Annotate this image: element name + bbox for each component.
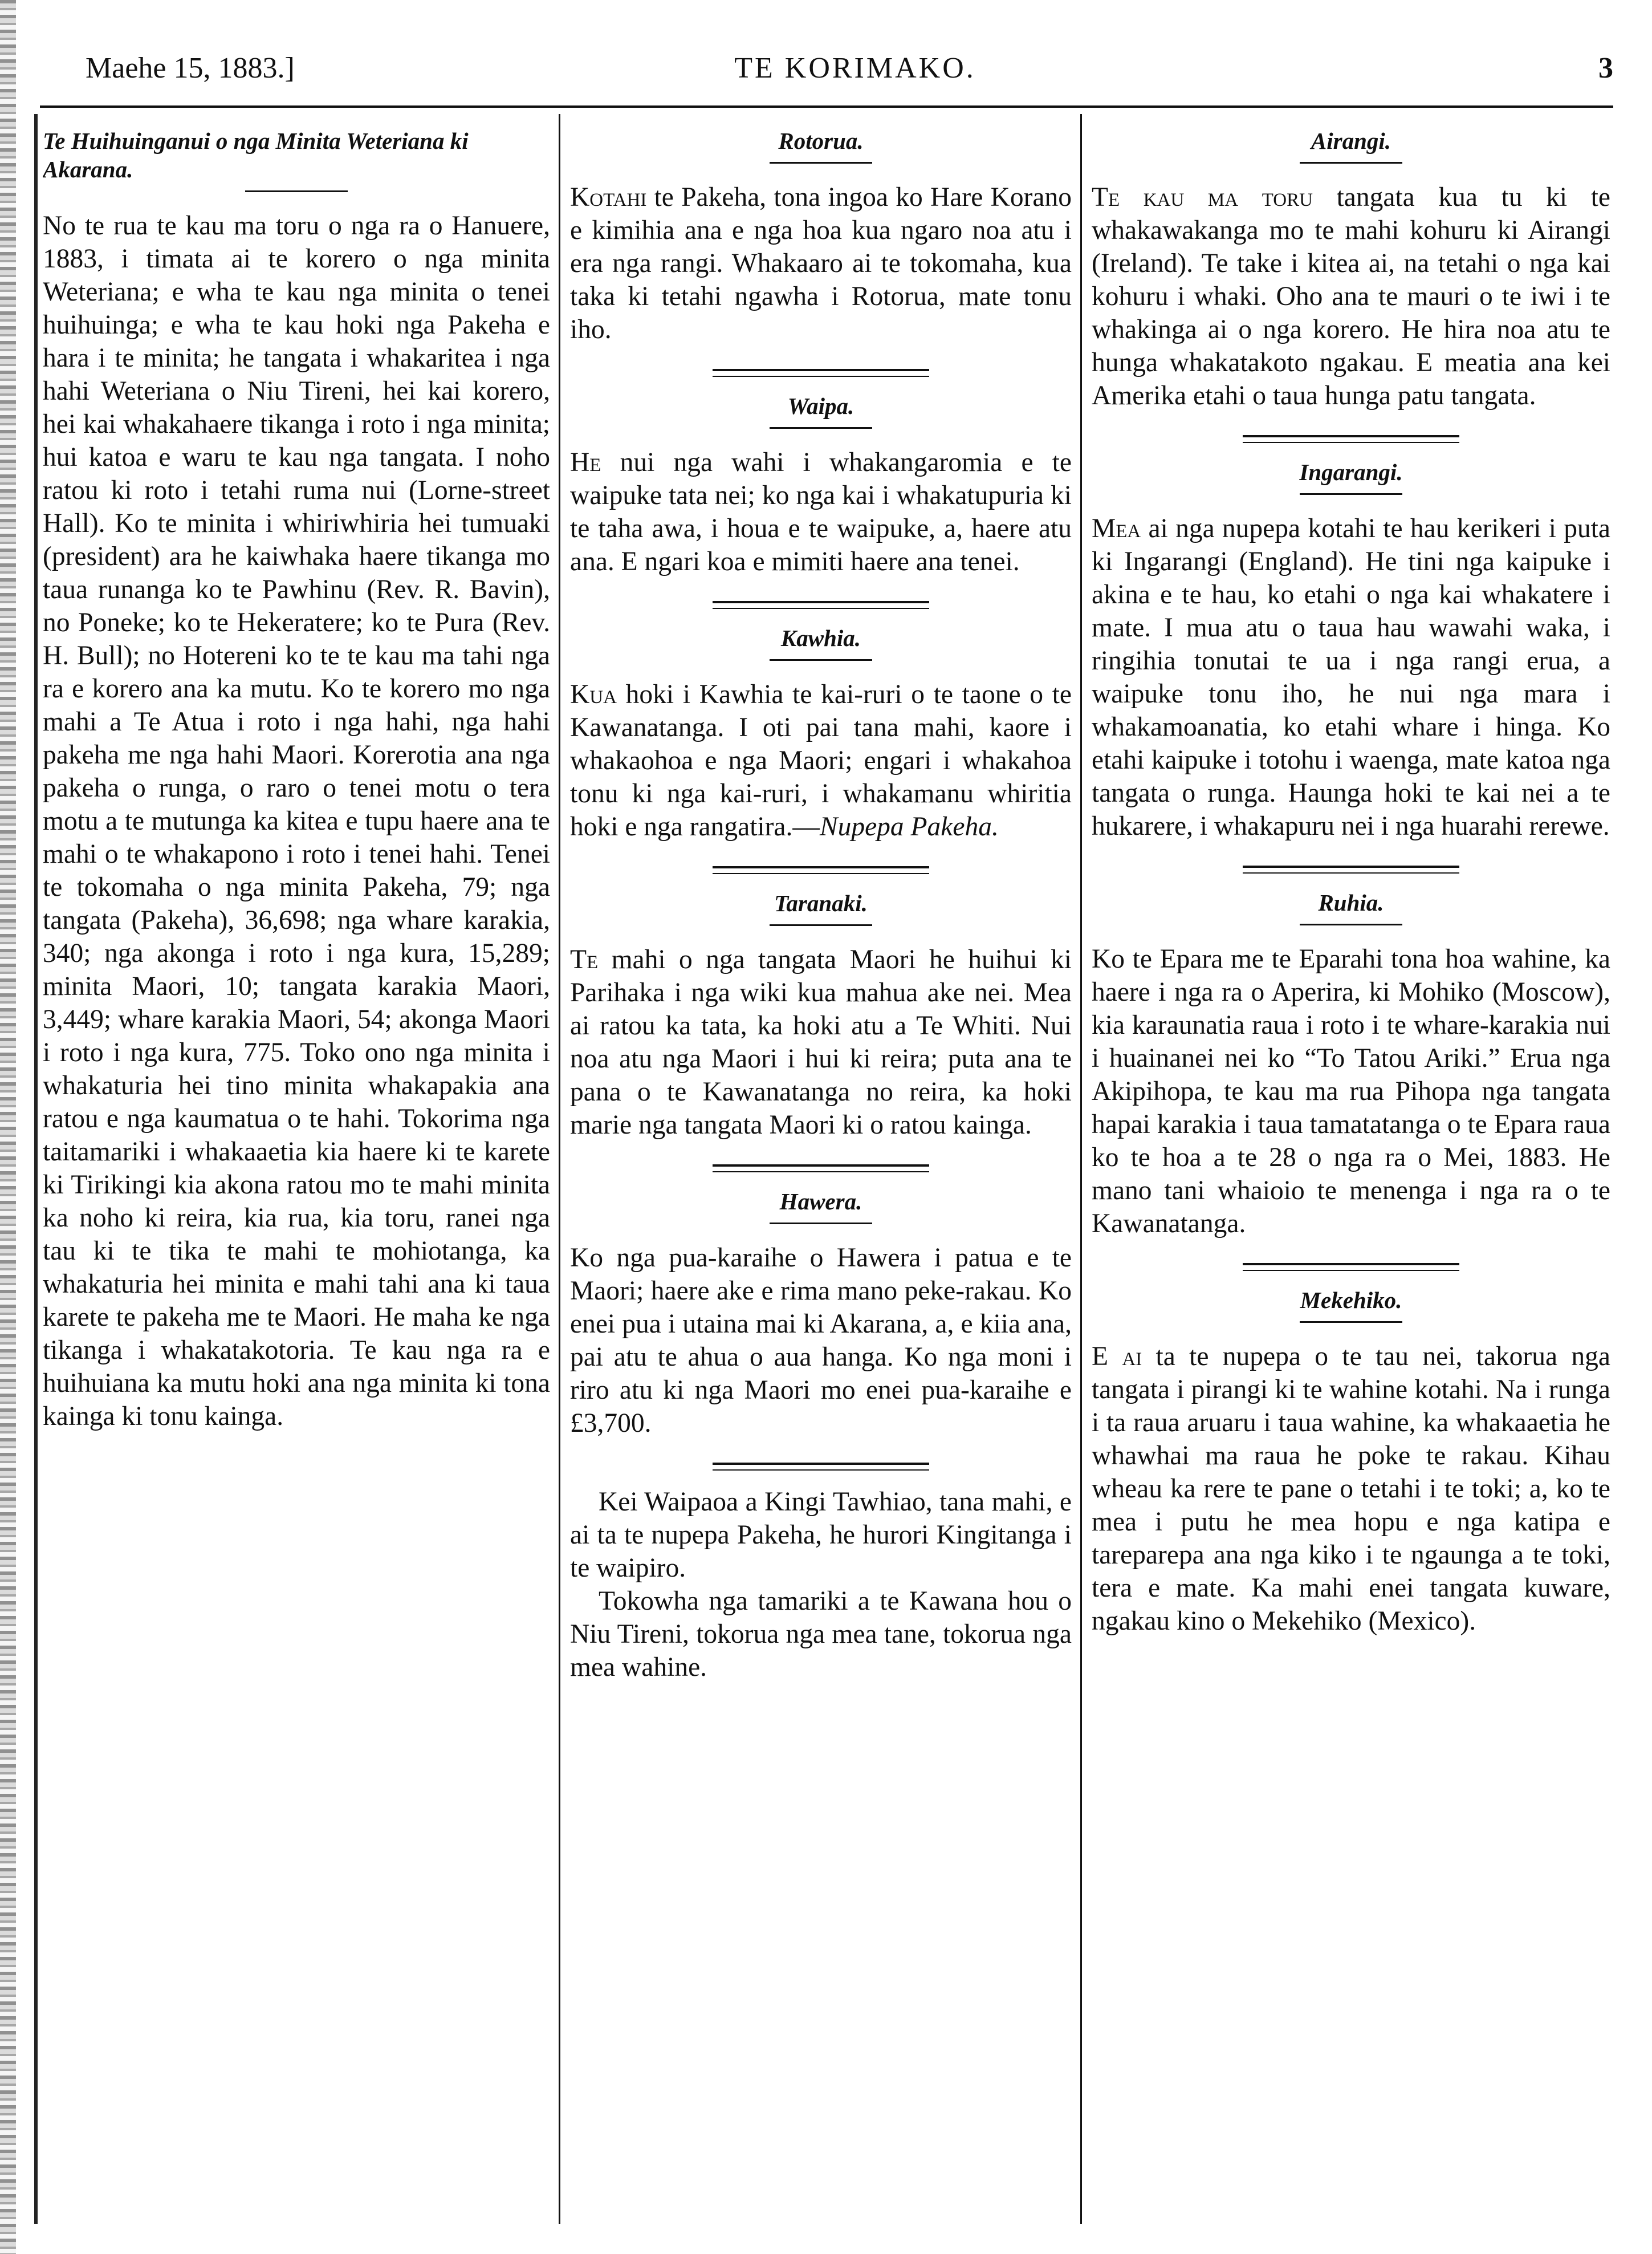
article-heading-mekehiko: Mekehiko. [1300,1287,1402,1313]
body-text: nui nga wahi i whakangaromia e te waipuke tata nei; ko nga kai i whakatupuria ki te taha awa, i houa e te waipuke, a, haere atu ana. E ngari koa e mimiti haere ana tenei. [570,448,1072,576]
short-rule [1300,1321,1402,1323]
lead-word: He [570,448,601,477]
article-heading-hawera: Hawera. [779,1188,862,1215]
lead-word: Kotahi [570,182,647,212]
column-rule-1 [559,114,560,2224]
body-text: ai nga nupepa kotahi te hau kerikeri i puta ki Ingarangi (England). He tini nga kaipuke i akina e te hau, ko etahi o nga kai whakatere i mate. I mua atu o taua hau wawahi waka, i ringihia tonutai te ua i nga rangi erua, a waipuke tonu iho, he nui nga mara i whakamoanatia, ko etahi whare i hinga. Ko etahi kaipuke i totohu i waenga, mate katoa nga tangata o runga. Haunga hoki te kai nei a te hukarere, i whakapuru nei i nga huarahi rerewe. [1092,514,1610,841]
article-heading-rotorua: Rotorua. [778,128,864,154]
column-rule-2 [1080,114,1082,2224]
article-body-hawera: Ko nga pua-karaihe o Hawera i patua e te Maori; haere ake e rima mano peke-rakau. Ko enei pua i utaina mai ki Akarana, a, e kiia ana, pai atu te ahua o aua hanga. Ko nga moni i riro atu ki nga Maori mo enei pua-karaihe e £3,700. [570,1243,1072,1438]
section-divider [713,1463,929,1471]
body-text: ta te nupepa o te tau nei, takorua nga tangata i pirangi ki te wahine kotahi. Na i runga i ta raua aruaru i taua wahine, ka whakaaetia he whawhai ma raua he poke te rakau. Kihau wheau ka rere te pane o tetahi i te toki; a, ko te mea i putu he mea hopu e nga katipa e tareparepa ana nga kiko i te ngaunga a te toki, tera e mate. Ka mahi enei tangata kuware, ngakau kino o Mekehiko (Mexico). [1092,1342,1610,1636]
lead-word: Te [570,945,599,974]
article-body-ingarangi [1092,512,1610,843]
article-heading-huihuinganui: Te Huihuinganui o nga Minita Weteriana ki Akarana. [43,128,469,182]
article-body-ruhia: Ko te Epara me te Eparahi tona hoa wahine, ka haere i nga ra o Aperira, ki Mohiko (Moscow), kia karaunatia raua i roto i te whare-karakia nui i huainanei nei ko “To Tatou Ariki.” Erua nga Akipihopa, te kau ma rua Pihopa nga tangata hapai karakia i taua tamatatanga o te Epara raua ko te hoa a te 28 o nga ra o Mei, 1883. He mano tani whaioio te menenga i nga ra o te Kawanatanga. [1092,944,1610,1238]
section-divider [1243,435,1459,443]
section-divider [1243,866,1459,874]
page-header [86,40,1613,97]
column-1 [43,114,550,2224]
left-margin-rule [34,114,38,2224]
binding-edge [0,0,16,2254]
body-text: te Pakeha, tona ingoa ko Hare Korano e kimihia ana e nga hoa kua ngaro noa atu i era nga rangi. Whakaaro ai te tokomaha, kua taka ki tetahi ngawha i Rotorua, mate tonu iho. [570,182,1072,344]
page-number: 3 [1598,52,1613,84]
article-heading-taranaki: Taranaki. [774,890,868,916]
article-body-kawhia [570,678,1072,843]
newspaper-title: TE KORIMAKO. [734,52,976,84]
body-text: mahi o nga tangata Maori he huihui ki Parihaka i nga wiki kua mahua ake nei. Mea ai ratou ka tata, ka hoki atu a Te Whiti. Nui noa atu nga Maori i hui ki reira; puta ana te pana o te Kawanatanga no reira, ka hoki marie nga tangata Maori ki o ratou kainga. [570,945,1072,1140]
article-body-airangi [1092,181,1610,412]
lead-word: E ai [1092,1342,1142,1371]
article-body-mekehiko [1092,1340,1610,1638]
body-text: tangata kua tu ki te whakawakanga mo te mahi kohuru ki Airangi (Ireland). Te take i kitea ai, na tetahi o nga kai kohuru i whaki. Oho ana te mauri o te iwi i te whakinga ai o nga korero. He hira noa atu te hunga whakatakoto ngakau. E meatia ana kei Amerika etahi o taua hunga patu tangata. [1092,182,1610,411]
column-3 [1092,114,1610,2224]
article-body-rotorua [570,181,1072,346]
header-rule [40,105,1613,108]
article-heading-ingarangi: Ingarangi. [1299,459,1403,485]
source-credit: Nupepa Pakeha. [819,812,999,842]
article-body-huihuinganui: No te rua te kau ma toru o nga ra o Hanuere, 1883, i timata ai te korero o nga minita Weteriana; e wha te kau nga minita o tenei huihuinga; e wha te kau hoki nga Pakeha e hara i te minita; he tangata i whakaritea i nga hahi Weteriana o Niu Tireni, hei kai korero, hei kai whakahaere tikanga i roto i nga minita; hui katoa e waru te kau nga tangata. I noho ratou ki roto i tetahi ruma nui (Lorne-street Hall). Ko te minita i whiriwhiria hei tumuaki (president) ara he kaiwhaka haere tikanga mo taua runanga ko te Pawhinu (Rev. R. Bavin), no Poneke; ko te Hekeratere; ko te Pura (Rev. H. Bull); no Hotereni ko te te kau ma tahi nga ra e korero ana ka mutu. Ko te korero mo nga mahi a Te Atua i roto i nga hahi, nga hahi pakeha me nga hahi Maori. Korerotia ana nga pakeha o runga, o raro o tenei motu o tera motu a te mutunga ka kitea e tupu haere ana te mahi o te whakapono i roto i tenei hahi. Tenei te tokomaha o nga minita Pakeha, 79; nga tangata (Pakeha), 36,698; nga whare karakia, 340; nga akonga i roto i nga kura, 15,289; minita Maori, 10; tangata karakia Maori, 3,449; whare karakia Maori, 54; akonga Maori i roto i nga kura, 775. Toko ono nga minita i whakaturia hei tino minita whakapakia ana ratou e nga kaumatua o te hahi. Tokorima nga taitamariki i whakaaetia kia haere ki te karete ki Tirikingi kia akona ratou mo te mahi minita ka noho ki reira, kia rua, kia toru, ranei nga tau ki te tika te mahi te mohiotanga, ka whakaturia hei minita e mahi tahi ana ki taua karete te pakeha me te Maori. He maha ke nga tikanga i whakatakotoria. Te kau nga ra e huihuiana ka mutu hoki ana nga minita ki tona kainga ki tonu kainga. [43,211,550,1431]
news-item-tawhiao: Kei Waipaoa a Kingi Tawhiao, tana mahi, e ai ta te nupepa Pakeha, he hurori Kingitanga i te waipiro. [570,1487,1072,1583]
article-heading-waipa: Waipa. [787,393,855,419]
short-rule [770,162,872,164]
body-text: hoki i Kawhia te kai-ruri o te taone o te Kawanatanga. I oti pai tana mahi, kaore i whakaohoa e nga Maori; engari i whakahoa tonu ki nga kai-ruri, i whakamanu whiritia hoki e nga rangatira.— [570,680,1072,842]
article-body-waipa [570,446,1072,578]
short-rule [770,924,872,926]
lead-word: Te kau ma toru [1092,182,1313,212]
short-rule [770,659,872,661]
news-item-kawana: Tokowha nga tamariki a te Kawana hou o Niu Tireni, tokorua nga mea tane, tokorua nga mea wahine. [570,1586,1072,1682]
short-rule [770,1223,872,1224]
section-divider [1243,1263,1459,1271]
article-heading-airangi: Airangi. [1311,128,1391,154]
issue-date: Maehe 15, 1883.] [86,52,295,84]
column-2 [570,114,1072,2224]
section-divider [713,601,929,609]
section-divider [713,866,929,874]
article-body-taranaki [570,943,1072,1142]
short-rule [245,190,348,192]
lead-word: Kua [570,680,617,709]
article-heading-kawhia: Kawhia. [780,625,861,651]
article-heading-ruhia: Ruhia. [1318,890,1384,916]
short-rule [1300,493,1402,495]
short-rule [1300,924,1402,925]
section-divider [713,369,929,377]
section-divider [713,1164,929,1172]
short-rule [1300,162,1402,164]
lead-word: Mea [1092,514,1141,543]
short-rule [770,427,872,429]
